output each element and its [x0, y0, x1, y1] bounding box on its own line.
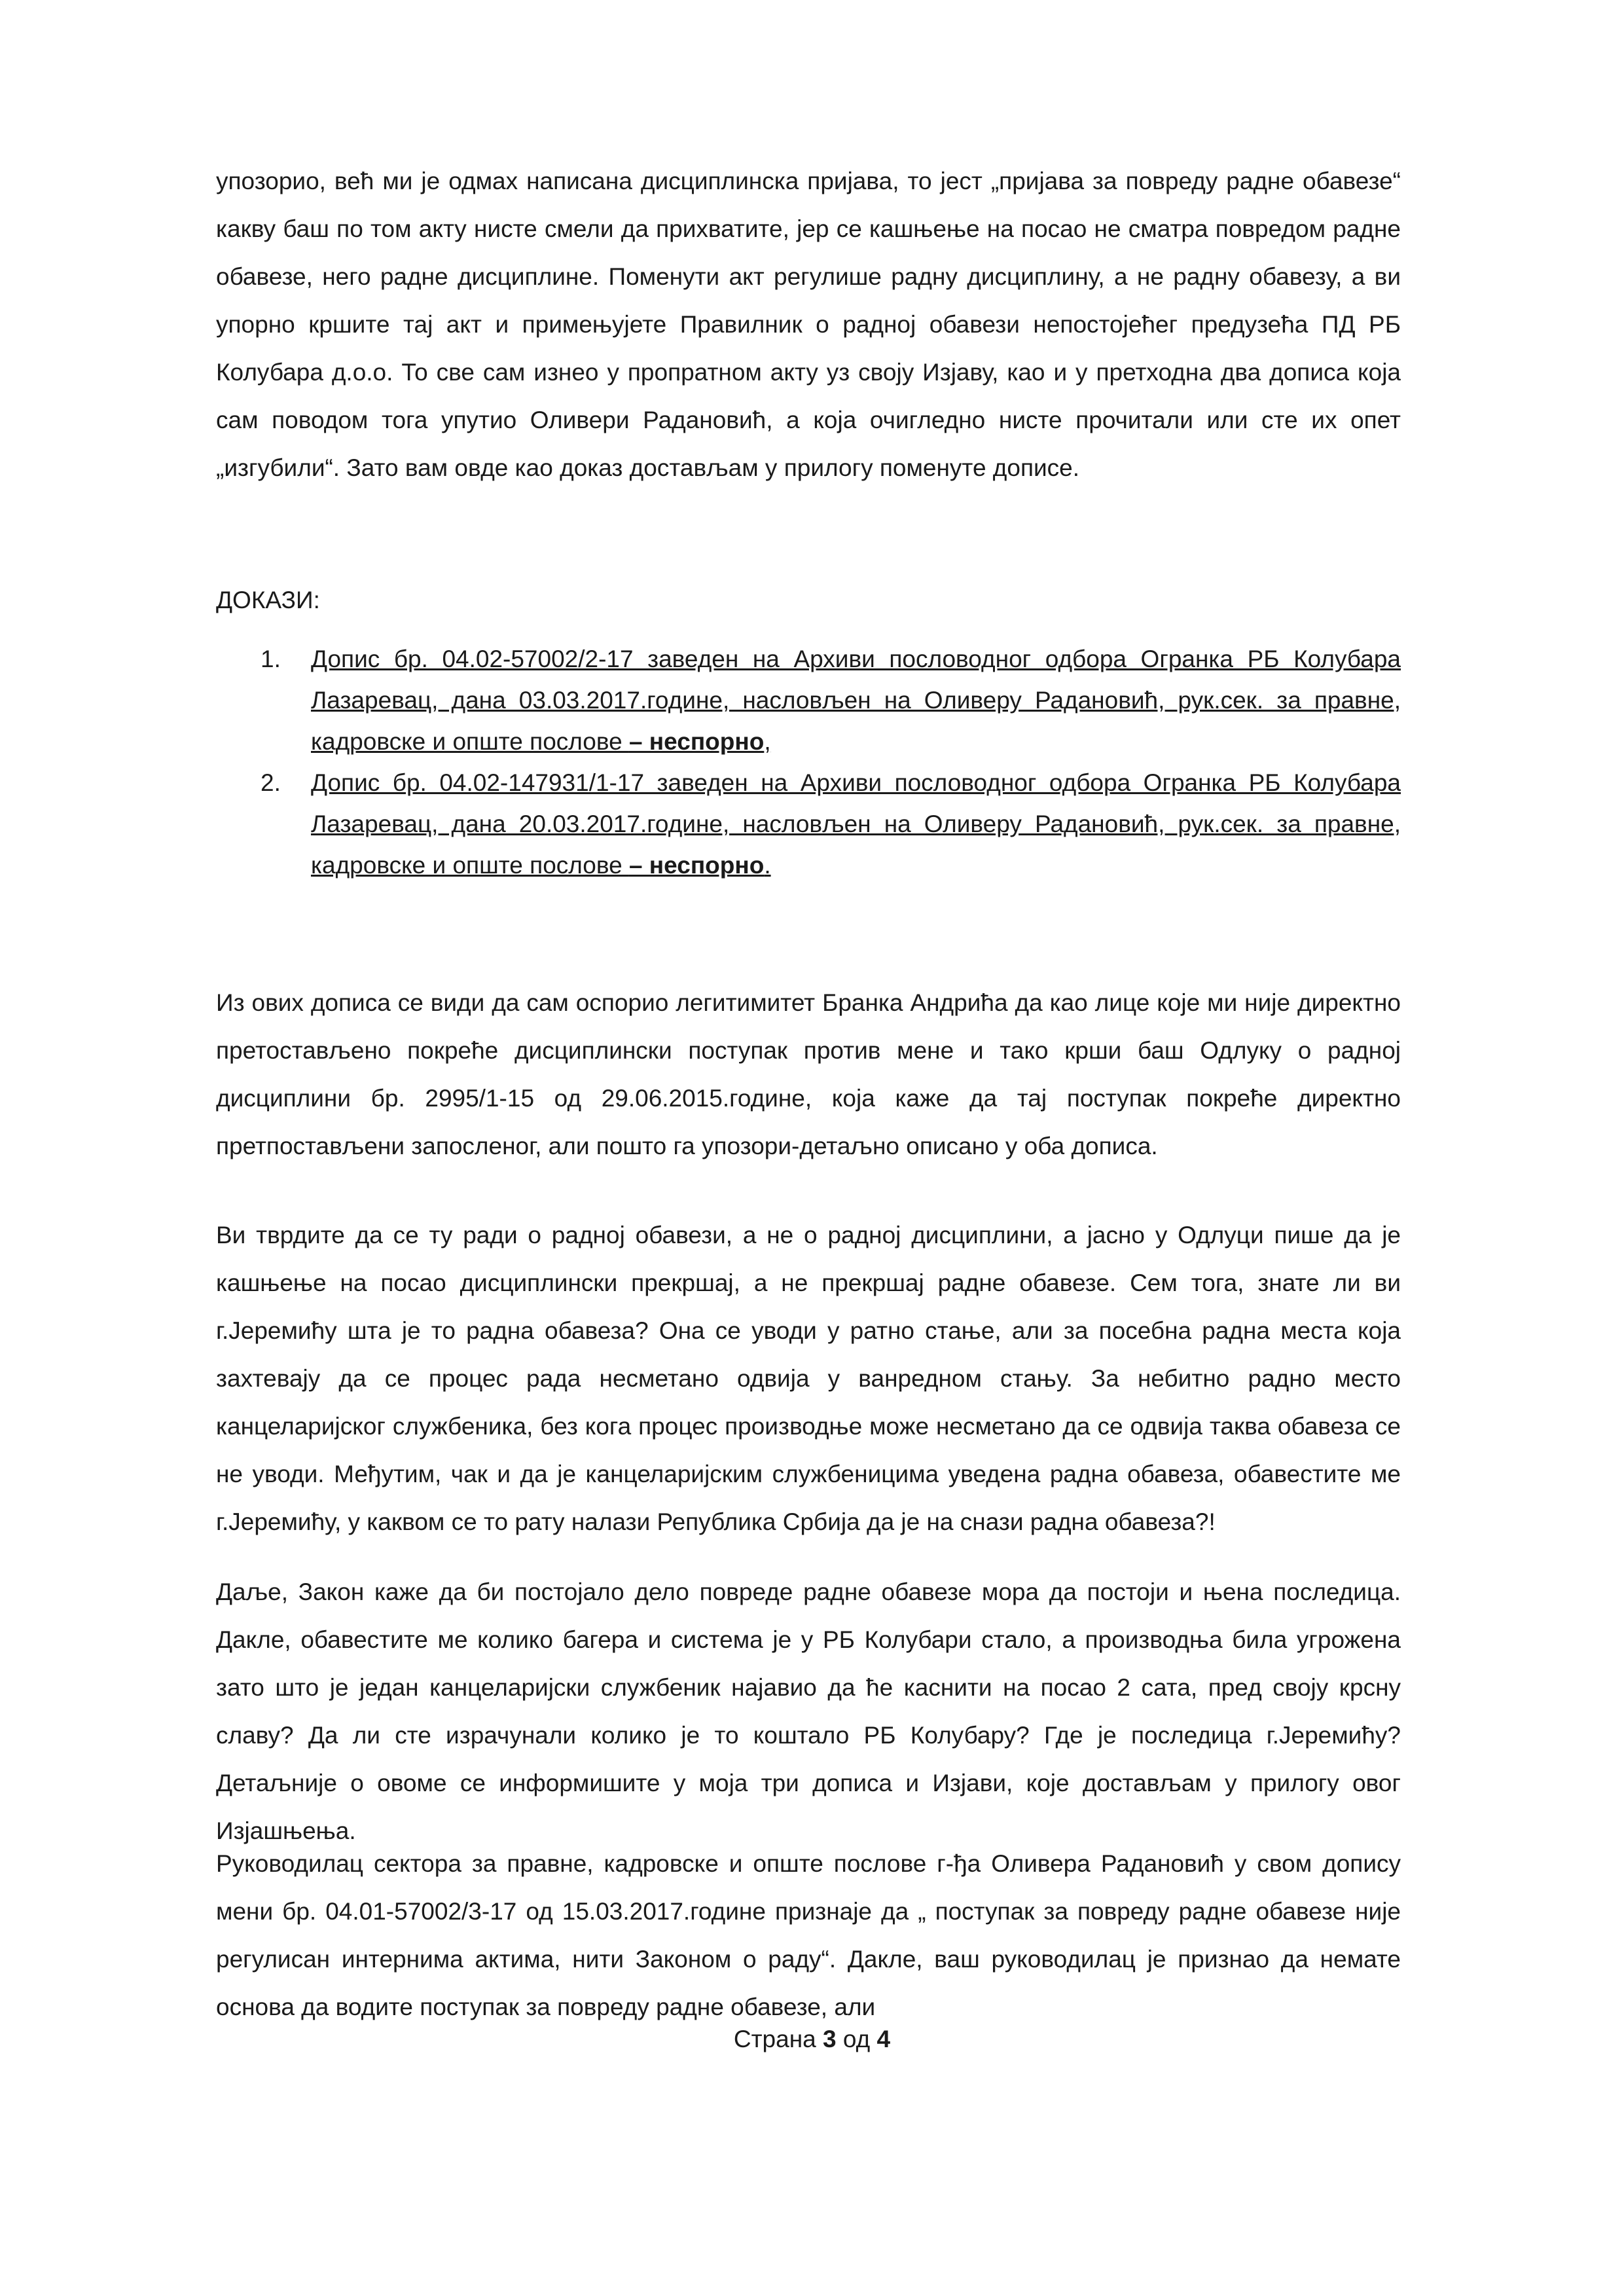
list-item — [216, 762, 1401, 886]
list-item-body — [311, 769, 1401, 879]
list-item — [216, 638, 1401, 762]
paragraph-work-obligation: Ви тврдите да се ту ради о радној обавези, а не о радној дисциплини, а јасно у Одлуци пише да је кашњење на посао дисциплински прекршај, а не прекршај радне обавезе. Сем тога, знате ли ви г.Јеремићу шта је то радна обавеза? Она се уводи у ратно стање, али за посебна радна места која захтевају да се процес рада несметано одвија у ванредном стању. За небитно радно место канцеларијског службеника, без кога процес производње може несметано да се одвија таква обавеза се не уводи. Међутим, чак и да је канцеларијским службеницима уведена радна обавеза, обавестите ме г.Јеремићу, у каквом се то рату налази Република Србија да је на снази радна обавеза?! — [216, 1222, 1401, 1535]
footer-total-pages: 4 — [876, 2026, 891, 2052]
page-number-footer — [0, 2023, 1624, 2056]
footer-current-page: 3 — [823, 2026, 837, 2052]
list-item-body — [311, 646, 1401, 755]
footer-middle: од — [842, 2026, 871, 2052]
list-item-text: Допис бр. 04.02-57002/2-17 заведен на Архиви пословодног одбора Огранка РБ Колубара Лазаревац, дана 03.03.2017.године, насловљен на Оливеру Радановић, рук.сек. за правне, кадровске и опште послове — [311, 646, 1401, 755]
list-item-text: Допис бр. 04.02-147931/1-17 заведен на Архиви пословодног одбора Огранка РБ Колубара Лазаревац, дана 20.03.2017.године, насловљен на Оливеру Радановић, рук.сек. за правне, кадровске и опште послове — [311, 769, 1401, 879]
footer-prefix: Страна — [733, 2026, 816, 2052]
list-item-number: 1. — [261, 646, 281, 672]
list-item-end: , — [764, 728, 771, 755]
evidence-heading: ДОКАЗИ: — [216, 587, 320, 613]
paragraph-consequence: Даље, Закон каже да би постојало дело повреде радне обавезе мора да постоји и њена последица. Дакле, обавестите ме колико багера и система је у РБ Колубари стало, а производња била угрожена зато што је један канцеларијски службеник најавио да ће каснити на посао 2 сата, пред своју крсну славу? Да ли сте израчунали колико је то коштало РБ Колубару? Где је последица г.Јеремићу? Детаљније о овоме се информишите у моја три дописа и Изјави, које достављам у прилогу овог Изјашњења. — [216, 1578, 1401, 1844]
list-item-verdict: – неспорно — [628, 852, 765, 879]
evidence-list — [216, 638, 1401, 886]
list-item-verdict: – неспорно — [628, 728, 765, 755]
paragraph-legitimacy: Из ових дописа се види да сам оспорио легитимитет Бранка Андрића да као лице које ми није директно претостављено покреће дисциплински поступак против мене и тако крши баш Одлуку о радној дисциплини бр. 2995/1-15 од 29.06.2015.године, која каже да тај поступак покреће директно претпостављени запосленог, али пошто га упозори-детаљно описано у оба дописа. — [216, 989, 1401, 1159]
list-item-number: 2. — [261, 769, 281, 796]
list-item-end: . — [764, 852, 771, 879]
paragraph-manager-admission: Руководилац сектора за правне, кадровске и опште послове г-ђа Оливера Радановић у свом допису мени бр. 04.01-57002/3-17 од 15.03.2017.године признаје да „ поступак за повреду радне обавезе није регулисан интернима актима, нити Законом о раду“. Дакле, ваш руководилац је признао да немате основа да водите поступак за повреду радне обавезе, али — [216, 1850, 1401, 2020]
paragraph-intro: упозорио, већ ми је одмах написана дисциплинска пријава, то јест „пријава за повреду радне обавезе“ какву баш по том акту нисте смели да прихватите, јер се кашњење на посао не сматра повредом радне обавезе, него радне дисциплине. Поменути акт регулише радну дисциплину, а не радну обавезу, а ви упорно кршите тај акт и примењујете Правилник о радној обавези непостојећег предузећа ПД РБ Колубара д.о.о. То све сам изнео у пропратном акту уз своју Изјаву, као и у претходна два дописа која сам поводом тога упутио Оливери Радановић, а која очигледно нисте прочитали или сте их опет „изгубили“. Зато вам овде као доказ достављам у прилогу поменуте дописе. — [216, 168, 1401, 481]
